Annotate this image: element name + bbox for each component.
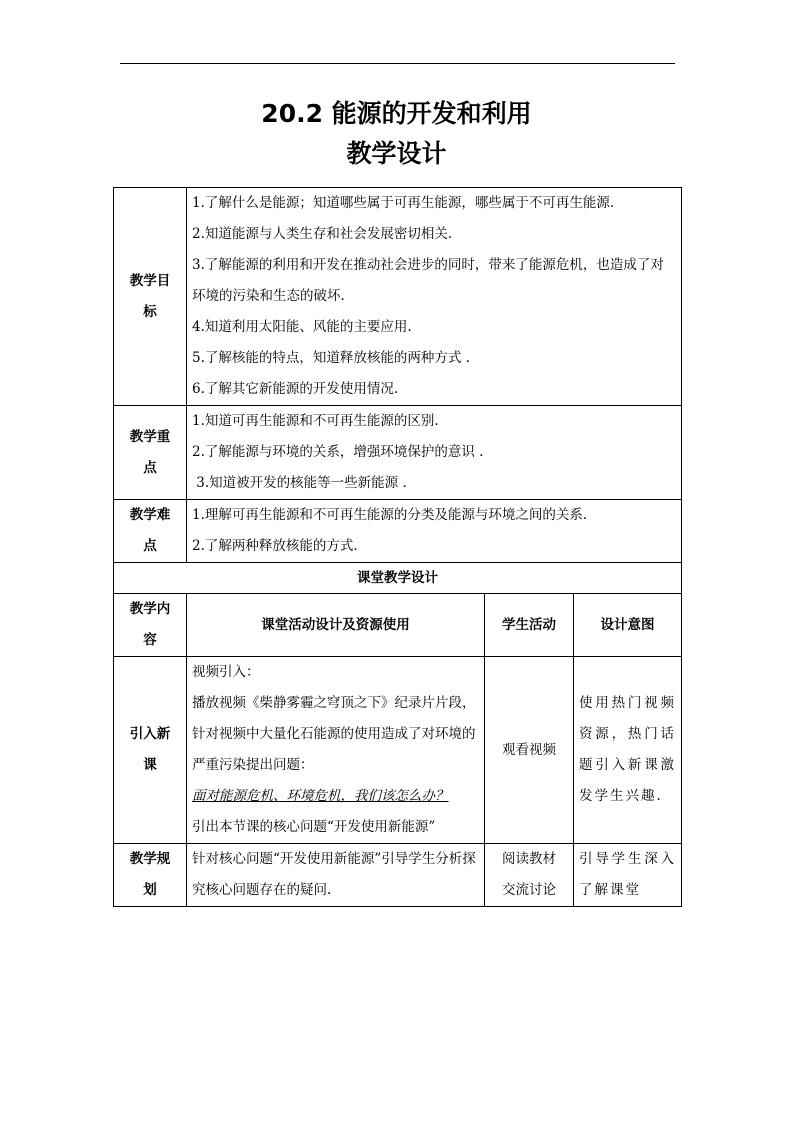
column-header-content: 教学内 容 — [114, 594, 187, 657]
goal-item: 2.知道能源与人类生存和社会发展密切相关. — [192, 226, 453, 242]
intro-intent: 使用热门视频资源，热门话题引入新课激发学生兴趣. — [574, 657, 682, 844]
planning-activity: 针对核心问题“开发使用新能源”引导学生分析探究核心问题存在的疑问. — [187, 844, 485, 907]
intro-label: 引入新 课 — [114, 657, 187, 844]
intro-row — [114, 657, 682, 844]
intro-question: 面对能源危机、环境危机，我们该怎么办？ — [192, 788, 449, 804]
goals-label: 教学目 标 — [114, 188, 187, 406]
intro-conclusion: 引出本节课的核心问题“开发使用新能源” — [192, 819, 436, 835]
intro-student-activity: 观看视频 — [485, 657, 574, 844]
goal-item: 1.了解什么是能源；知道哪些属于可再生能源，哪些属于不可再生能源. — [192, 195, 615, 211]
key-points-row — [114, 406, 682, 500]
key-points-content — [187, 406, 682, 500]
difficulties-row — [114, 500, 682, 563]
header-rule — [120, 63, 675, 64]
goal-item: 3.了解能源的利用和开发在推动社会进步的同时，带来了能源危机，也造成了对环境的污染和生态的破坏. — [192, 257, 664, 304]
key-point-item: 3.知道被开发的核能等一些新能源 . — [192, 475, 407, 491]
key-point-item: 2.了解能源与环境的关系，增强环境保护的意识 . — [192, 444, 484, 460]
document-title: 20.2 能源的开发和利用 — [261, 99, 532, 128]
difficulty-item: 2.了解两种释放核能的方式. — [192, 538, 358, 554]
goal-item: 5.了解核能的特点，知道释放核能的两种方式 . — [192, 350, 470, 366]
key-points-label: 教学重 点 — [114, 406, 187, 500]
lesson-plan-table — [113, 187, 682, 907]
column-header-row — [114, 594, 682, 657]
section-title-row — [114, 563, 682, 594]
goals-content — [187, 188, 682, 406]
intro-line: 播放视频《柴静雾霾之穹顶之下》纪录片片段，针对视频中大量化石能源的使用造成了对环境的严重污染提出问题： — [192, 695, 476, 773]
difficulty-item: 1.理解可再生能源和不可再生能源的分类及能源与环境之间的关系. — [192, 507, 588, 523]
difficulties-label: 教学难 点 — [114, 500, 187, 563]
section-title: 课堂教学设计 — [114, 563, 682, 594]
goal-item: 6.了解其它新能源的开发使用情况. — [192, 381, 399, 397]
document-subtitle: 教学设计 — [346, 139, 447, 168]
goal-item: 4.知道利用太阳能、风能的主要应用. — [192, 319, 412, 335]
difficulties-content — [187, 500, 682, 563]
column-header-intent: 设计意图 — [574, 594, 682, 657]
planning-student-activity: 阅读教材 交流讨论 — [485, 844, 574, 907]
planning-intent: 引导学生深入了解课堂 — [574, 844, 682, 907]
planning-row — [114, 844, 682, 907]
goals-row — [114, 188, 682, 406]
intro-activity — [187, 657, 485, 844]
planning-label: 教学规 划 — [114, 844, 187, 907]
column-header-activity: 课堂活动设计及资源使用 — [187, 594, 485, 657]
intro-line: 视频引入： — [192, 664, 260, 680]
key-point-item: 1.知道可再生能源和不可再生能源的区别. — [192, 413, 439, 429]
column-header-student: 学生活动 — [485, 594, 574, 657]
